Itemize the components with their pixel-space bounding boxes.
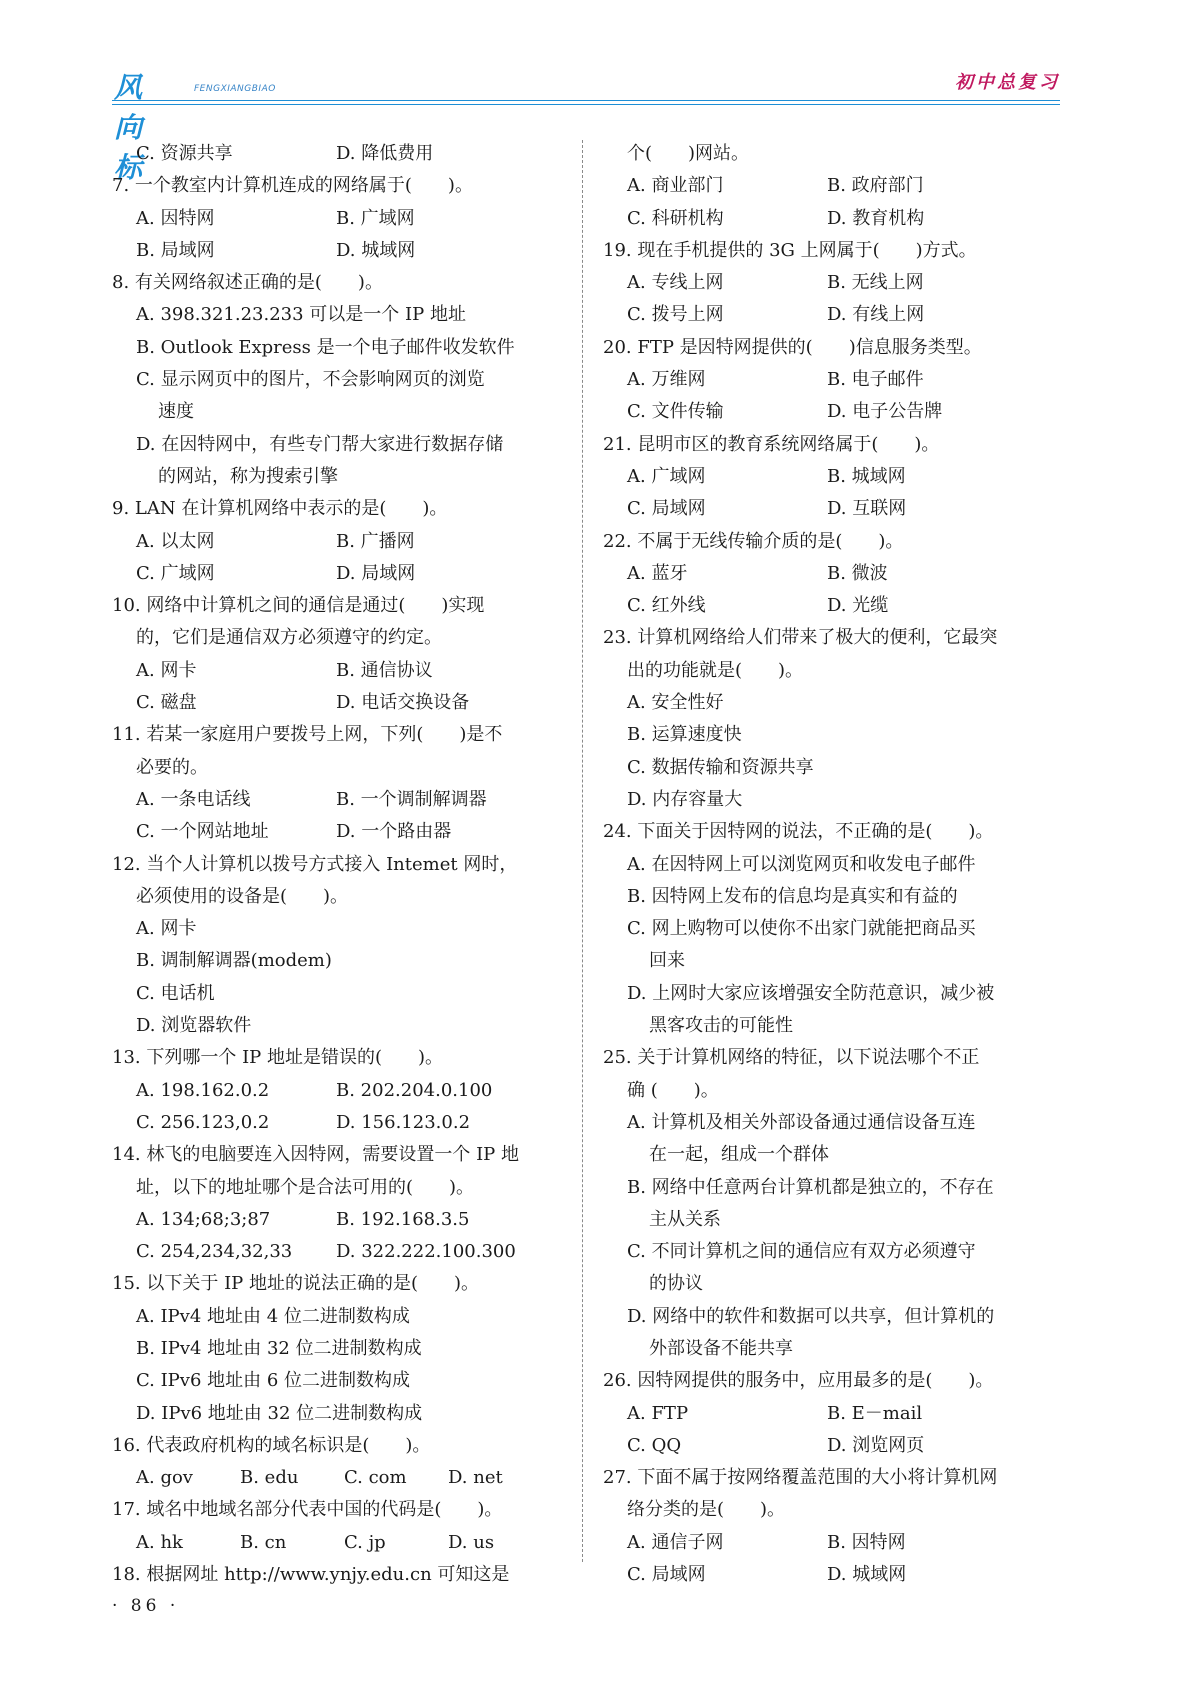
- question-16-options: [112, 1462, 562, 1494]
- question-27-options: [603, 1527, 1053, 1559]
- question-20: 20. FTP 是因特网提供的( )信息服务类型。: [603, 336, 982, 358]
- question-8: 8. 有关网络叙述正确的是( )。: [112, 272, 383, 294]
- question-17-options: [112, 1527, 562, 1559]
- option: B. 调制解调器(modem): [136, 950, 332, 972]
- option: B. 政府部门: [827, 175, 924, 197]
- left-column: [112, 138, 562, 1591]
- question-continuation: 络分类的是( )。: [627, 1499, 786, 1521]
- option: D. 城域网: [336, 239, 416, 261]
- option: B. 局域网: [136, 239, 215, 261]
- option: B. 因特网上发布的信息均是真实和有益的: [627, 885, 958, 907]
- option: C. 磁盘: [136, 692, 197, 714]
- option: C. 网上购物可以使你不出家门就能把商品买: [627, 918, 976, 940]
- question-continuation: 必要的。: [136, 756, 208, 778]
- option: B. 192.168.3.5: [336, 1208, 470, 1230]
- option: D. 互联网: [827, 498, 907, 520]
- question-27-options: [603, 1559, 1053, 1591]
- option: A. 在因特网上可以浏览网页和收发电子邮件: [627, 853, 976, 875]
- option: C. 一个网站地址: [136, 821, 269, 843]
- option: D. 内存容量大: [627, 788, 743, 810]
- question-22-options: [603, 590, 1053, 622]
- option: A. 通信子网: [627, 1531, 724, 1553]
- question-continuation: 个( )网站。: [627, 143, 750, 164]
- option: D. 156.123.0.2: [336, 1111, 471, 1133]
- option: A. 134;68;3;87: [136, 1208, 271, 1230]
- option: B. E－mail: [827, 1402, 923, 1424]
- question-22-options: [603, 558, 1053, 590]
- option: D. 上网时大家应该增强安全防范意识，减少被: [627, 982, 995, 1004]
- question-12: 12. 当个人计算机以拨号方式接入 Intemet 网时，: [112, 853, 518, 875]
- question-14: 14. 林飞的电脑要连入因特网，需要设置一个 IP 地: [112, 1144, 520, 1166]
- option-continuation: 的网站，称为搜索引擎: [158, 465, 338, 487]
- option-continuation: 主从关系: [649, 1208, 721, 1230]
- question-20-options: [603, 364, 1053, 396]
- option: A. 万维网: [627, 369, 706, 391]
- question-24: 24. 下面关于因特网的说法，不正确的是( )。: [603, 821, 994, 843]
- question-6-options: [112, 138, 562, 170]
- option-continuation: 的协议: [649, 1273, 703, 1295]
- option: B. 通信协议: [336, 659, 433, 681]
- option: B. 广域网: [336, 207, 415, 229]
- option: C. 科研机构: [627, 207, 724, 229]
- question-18-options: [603, 203, 1053, 235]
- option: D. 浏览网页: [827, 1434, 925, 1456]
- option-continuation: 速度: [158, 401, 194, 423]
- option: C. jp: [344, 1531, 386, 1553]
- option-continuation: 黑客攻击的可能性: [649, 1015, 793, 1037]
- question-10: 10. 网络中计算机之间的通信是通过( )实现: [112, 595, 485, 617]
- question-26: 26. 因特网提供的服务中，应用最多的是( )。: [603, 1370, 994, 1392]
- option: D. 在因特网中，有些专门帮大家进行数据存储: [136, 433, 504, 455]
- option: B. IPv4 地址由 32 位二进制数构成: [136, 1337, 422, 1359]
- question-7: 7. 一个教室内计算机连成的网络属于( )。: [112, 175, 473, 197]
- question-22: 22. 不属于无线传输介质的是( )。: [603, 530, 904, 552]
- option: B. 微波: [827, 562, 888, 584]
- question-10-options: [112, 687, 562, 719]
- column-divider: [582, 140, 583, 1562]
- option: A. 专线上网: [627, 272, 724, 294]
- option: A. FTP: [627, 1402, 689, 1424]
- question-continuation: 址，以下的地址哪个是合法可用的( )。: [136, 1176, 475, 1198]
- option: A. 安全性好: [627, 692, 724, 714]
- option: B. 因特网: [827, 1531, 906, 1553]
- option: A. 网卡: [136, 918, 197, 940]
- option: C. com: [344, 1467, 407, 1489]
- option: B. cn: [240, 1531, 287, 1553]
- option: A. 广域网: [627, 465, 706, 487]
- option: C. 显示网页中的图片，不会影响网页的浏览: [136, 369, 485, 391]
- question-13-options: [112, 1107, 562, 1139]
- option: A. gov: [136, 1467, 193, 1489]
- question-15: 15. 以下关于 IP 地址的说法正确的是( )。: [112, 1273, 480, 1295]
- question-19-options: [603, 299, 1053, 331]
- option-continuation: 在一起，组成一个群体: [649, 1144, 829, 1166]
- option: D. 电话交换设备: [336, 692, 470, 714]
- question-continuation: 必须使用的设备是( )。: [136, 885, 349, 907]
- question-14-options: [112, 1236, 562, 1268]
- question-18-options: [603, 170, 1053, 202]
- option: D. 电子公告牌: [827, 401, 943, 423]
- option: A. 198.162.0.2: [136, 1079, 270, 1101]
- question-23: 23. 计算机网络给人们带来了极大的便利，它最突: [603, 627, 998, 649]
- option: C. QQ: [627, 1434, 682, 1456]
- option: A. 商业部门: [627, 175, 724, 197]
- option: D. 城域网: [827, 1564, 907, 1586]
- option: A. 网卡: [136, 659, 197, 681]
- question-9-options: [112, 526, 562, 558]
- option: D. 局域网: [336, 562, 416, 584]
- question-7-options: [112, 203, 562, 235]
- page-number: · 86 ·: [112, 1596, 180, 1616]
- option: D. 浏览器软件: [136, 1015, 252, 1037]
- option: B. 城域网: [827, 465, 906, 487]
- option: A. IPv4 地址由 4 位二进制数构成: [136, 1305, 410, 1327]
- option: B. 运算速度快: [627, 724, 742, 746]
- section-title: 初中总复习: [955, 72, 1060, 93]
- question-11: 11. 若某一家庭用户要拨号上网，下列( )是不: [112, 724, 503, 746]
- option: C. 电话机: [136, 982, 215, 1004]
- option: D. 一个路由器: [336, 821, 452, 843]
- option: B. 网络中任意两台计算机都是独立的，不存在: [627, 1176, 994, 1198]
- question-11-options: [112, 784, 562, 816]
- option-continuation: 回来: [649, 950, 685, 972]
- option: D. 光缆: [827, 595, 889, 617]
- logo-subtext: FENGXIANGBIAO: [194, 84, 276, 94]
- option: A. 398.321.23.233 可以是一个 IP 地址: [136, 304, 466, 326]
- option: D. us: [448, 1531, 495, 1553]
- option: D. IPv6 地址由 32 位二进制数构成: [136, 1402, 423, 1424]
- option: A. 因特网: [136, 207, 215, 229]
- option: B. 一个调制解调器: [336, 788, 487, 810]
- option: A. hk: [136, 1531, 183, 1553]
- option: D. 降低费用: [336, 143, 434, 164]
- option: D. 有线上网: [827, 304, 925, 326]
- question-continuation: 的，它们是通信双方必须遵守的约定。: [136, 627, 442, 649]
- question-21-options: [603, 493, 1053, 525]
- option: C. 数据传输和资源共享: [627, 756, 814, 778]
- question-26-options: [603, 1430, 1053, 1462]
- right-column: [603, 138, 1053, 1591]
- option: C. 广域网: [136, 562, 215, 584]
- question-13: 13. 下列哪一个 IP 地址是错误的( )。: [112, 1047, 444, 1069]
- question-19: 19. 现在手机提供的 3G 上网属于( )方式。: [603, 239, 977, 261]
- option: B. 广播网: [336, 530, 415, 552]
- header-rule: [112, 104, 1060, 105]
- option: C. 拨号上网: [627, 304, 724, 326]
- option: A. 计算机及相关外部设备通过通信设备互连: [627, 1111, 976, 1133]
- option: B. Outlook Express 是一个电子邮件收发软件: [136, 336, 515, 358]
- option: C. IPv6 地址由 6 位二进制数构成: [136, 1370, 411, 1392]
- question-7-options: [112, 235, 562, 267]
- option: C. 254,234,32,33: [136, 1241, 293, 1263]
- question-27: 27. 下面不属于按网络覆盖范围的大小将计算机网: [603, 1467, 998, 1489]
- question-20-options: [603, 396, 1053, 428]
- question-14-options: [112, 1204, 562, 1236]
- option: B. 电子邮件: [827, 369, 924, 391]
- option-continuation: 外部设备不能共享: [649, 1337, 793, 1359]
- question-16: 16. 代表政府机构的域名标识是( )。: [112, 1434, 431, 1456]
- option: D. 322.222.100.300: [336, 1241, 516, 1263]
- question-21: 21. 昆明市区的教育系统网络属于( )。: [603, 433, 940, 455]
- question-19-options: [603, 267, 1053, 299]
- option: C. 红外线: [627, 595, 706, 617]
- option: D. net: [448, 1467, 503, 1489]
- question-11-options: [112, 816, 562, 848]
- question-9-options: [112, 558, 562, 590]
- question-17: 17. 域名中地域名部分代表中国的代码是( )。: [112, 1499, 503, 1521]
- question-continuation: 确 ( )。: [627, 1079, 719, 1101]
- option: B. 无线上网: [827, 272, 924, 294]
- question-26-options: [603, 1398, 1053, 1430]
- option: D. 教育机构: [827, 207, 925, 229]
- option: C. 局域网: [627, 498, 706, 520]
- question-9: 9. LAN 在计算机网络中表示的是( )。: [112, 498, 448, 520]
- option: B. 202.204.0.100: [336, 1079, 493, 1101]
- question-18: 18. 根据网址 http://www.ynjy.edu.cn 可知这是: [112, 1564, 510, 1586]
- option: C. 256.123,0.2: [136, 1111, 270, 1133]
- option: D. 网络中的软件和数据可以共享，但计算机的: [627, 1305, 995, 1327]
- question-13-options: [112, 1075, 562, 1107]
- option: A. 以太网: [136, 530, 215, 552]
- option: A. 蓝牙: [627, 562, 688, 584]
- option: A. 一条电话线: [136, 788, 251, 810]
- option: C. 资源共享: [136, 143, 233, 164]
- question-21-options: [603, 461, 1053, 493]
- option: C. 文件传输: [627, 401, 724, 423]
- question-25: 25. 关于计算机网络的特征，以下说法哪个不正: [603, 1047, 980, 1069]
- header-rule: [112, 100, 1060, 101]
- logo-text: 风向标: [114, 71, 142, 184]
- option: C. 不同计算机之间的通信应有双方必须遵守: [627, 1241, 976, 1263]
- question-10-options: [112, 655, 562, 687]
- option: C. 局域网: [627, 1564, 706, 1586]
- option: B. edu: [240, 1467, 299, 1489]
- question-continuation: 出的功能就是( )。: [627, 659, 804, 681]
